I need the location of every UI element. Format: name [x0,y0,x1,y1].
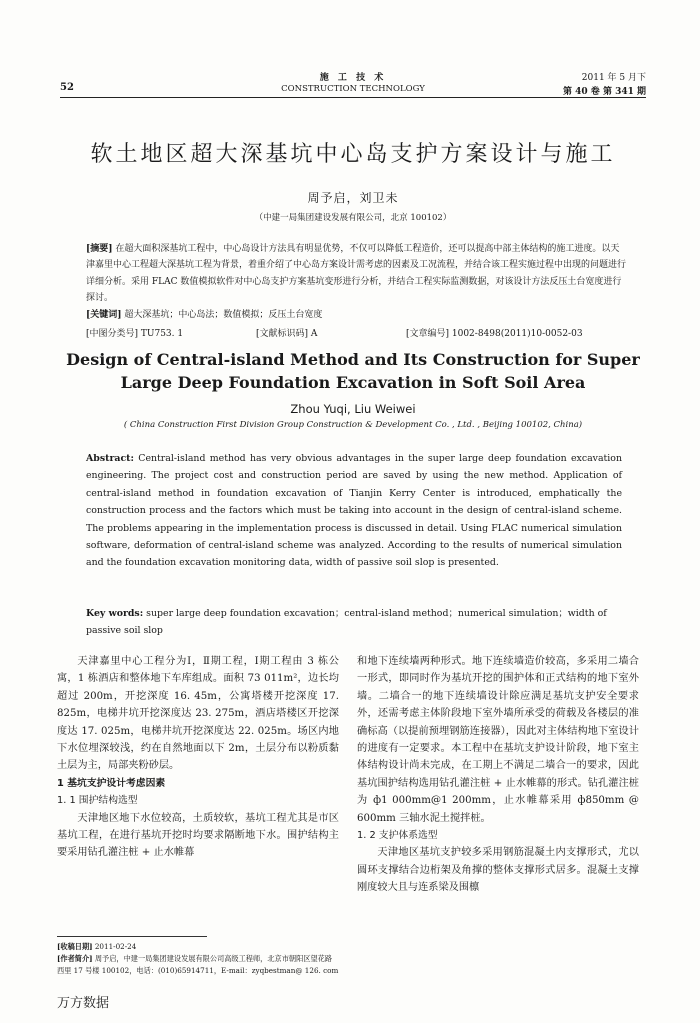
body-paragraph: 天津地区基坑支护较多采用钢筋混凝土内支撑形式，尤以圆环支撑结合边桁架及角撑的整体支撑形式居多。混凝土支撑刚度较大且与连系梁及围檩 [357,847,639,894]
body-column-right [357,653,639,897]
document-code: [文献标识码] A [256,329,318,339]
abstract-cn-text: 在超大面积深基坑工程中，中心岛设计方法具有明显优势，不仅可以降低工程造价，还可以提高中部主体结构的施工进度。以天津嘉里中心工程超大深基坑工程为背景，着重介绍了中心岛方案设计需考虑的因素及工况流程，并结合该工程实施过程中出现的问题进行详细分析。采用 FLAC 数值模拟软件对中心岛支护方案基坑变形进行分析，并结合工程实际监测数据，对该设计方法反压土台宽度进行探讨。 [86,244,627,304]
body-paragraph: 和地下连续墙两种形式。地下连续墙造价较高，多采用二墙合一形式，即同时作为基坑开挖的围护体和正式结构的地下室外墙。二墙合一的地下连续墙设计除应满足基坑支护安全要求外，还需考虑主体阶段地下室外墙所承受的荷载及各楼层的准确标高（以提前预埋钢筋连接器），因此对主体结构地下室设计的进度有一定要求。本工程中在基坑支护设计阶段，地下室主体结构设计尚未完成，在工期上不满足二墙合一的要求，因此基坑围护结构选用钻孔灌注桩 + 止水帷幕的形式。钻孔灌注桩为 ф1 000mm@1 200mm，止水帷幕采用 ф850mm @ 600mm 三轴水泥土搅拌桩。 [357,656,639,824]
article-title-en: Design of Central-island Method and Its Construction for Super Large Deep Foundation Excavation in Soft Soil Area [66,350,640,392]
keywords-cn-label: [关键词] [86,309,122,320]
volume-issue: 第 40 卷 第 341 期 [563,87,646,97]
footnote-rule [57,936,207,937]
received-date: 2011-02-24 [94,942,137,951]
article-number: [文章编号] 1002-8498(2011)10-0052-03 [406,329,583,339]
keywords-en-text: super large deep foundation excavation；central-island method；numerical simulation；width of passive soil slop [86,608,607,637]
affiliation-en: ( China Construction First Division Group Construction & Development Co. , Ltd. , Beijing 100102, China) [123,420,583,430]
article-title-cn: 软土地区超大深基坑中心岛支护方案设计与施工 [90,142,616,167]
body-column-left [57,653,339,862]
abstract-en-label: Abstract: [86,453,134,464]
subsection-heading: 1. 2 支护体系选型 [357,830,438,842]
affiliation-cn: （中建一局集团建设发展有限公司，北京 100102） [254,213,452,223]
abstract-cn [86,241,626,323]
abstract-en [86,450,622,572]
authors-cn: 周予启，刘卫未 [307,191,399,205]
body-paragraph: 天津地区地下水位较高，土质较软，基坑工程尤其是市区基坑工程，在进行基坑开挖时均要求隔断地下水。围护结构主要采用钻孔灌注桩 + 止水帷幕 [57,812,339,859]
keywords-en-label: Key words: [86,608,144,619]
page-number: 52 [60,82,74,93]
abstract-en-text: Central-island method has very obvious advantages in the super large deep foundation excavation engineering. The project cost and construction period are saved by using the new method. Application of central-island method in foundation excavation of Tianjin Kerry Center is introduced, emphatically the construction process and the factors which must be taking into account in the design of central-island scheme. The problems appearing in the implementation process is discussed in detail. Using FLAC numerical simulation software, deformation of central-island scheme was analyzed. According to the results of numerical simulation and the foundation excavation monitoring data, width of passive soil slop is presented. [86,453,622,569]
classification-number: [中图分类号] TU753. 1 [86,329,184,339]
journal-name-en: CONSTRUCTION TECHNOLOGY [281,84,425,94]
issue-date: 2011 年 5 月下 [581,73,646,83]
keywords-en [86,605,622,640]
subsection-heading: 1. 1 围护结构选型 [57,795,138,807]
received-label: [收稿日期] [57,942,93,951]
running-header [60,62,646,96]
abstract-cn-label: [摘要] [86,244,113,254]
authors-en: Zhou Yuqi, Liu Weiwei [290,402,416,416]
journal-name-cn: 施 工 技 术 [319,73,387,83]
author-bio-label: [作者简介] [57,954,93,963]
footnote [57,941,339,977]
watermark: 万方数据 [57,996,110,1011]
body-paragraph: 天津嘉里中心工程分为Ⅰ，Ⅱ期工程，Ⅰ期工程由 3 栋公寓，1 栋酒店和整体地下车库组成。面积 73 011m²，边长均超过 200m，开挖深度 16. 45m，公寓塔楼开挖深度 17. 825m，电梯井坑开挖深度达 23. 275m，酒店塔楼区开挖深度达 17. 025m，电梯井坑开挖深度达 22. 025m。场区内地下水位埋深较浅，约在自然地面以下 2m，土层分布以粉质黏土层为主，局部夹粉砂层。 [57,656,339,772]
author-bio: 周予启，中建一局集团建设发展有限公司高级工程师，北京市朝阳区望花路西里 17 号楼 100102，电话：(010)65914711，E-mail：zyqbestman@ 126. com [57,954,339,975]
section-heading: 1 基坑支护设计考虑因素 [57,777,166,789]
keywords-cn-text: 超大深基坑；中心岛法；数值模拟；反压土台宽度 [124,309,323,320]
header-rule [60,97,646,98]
